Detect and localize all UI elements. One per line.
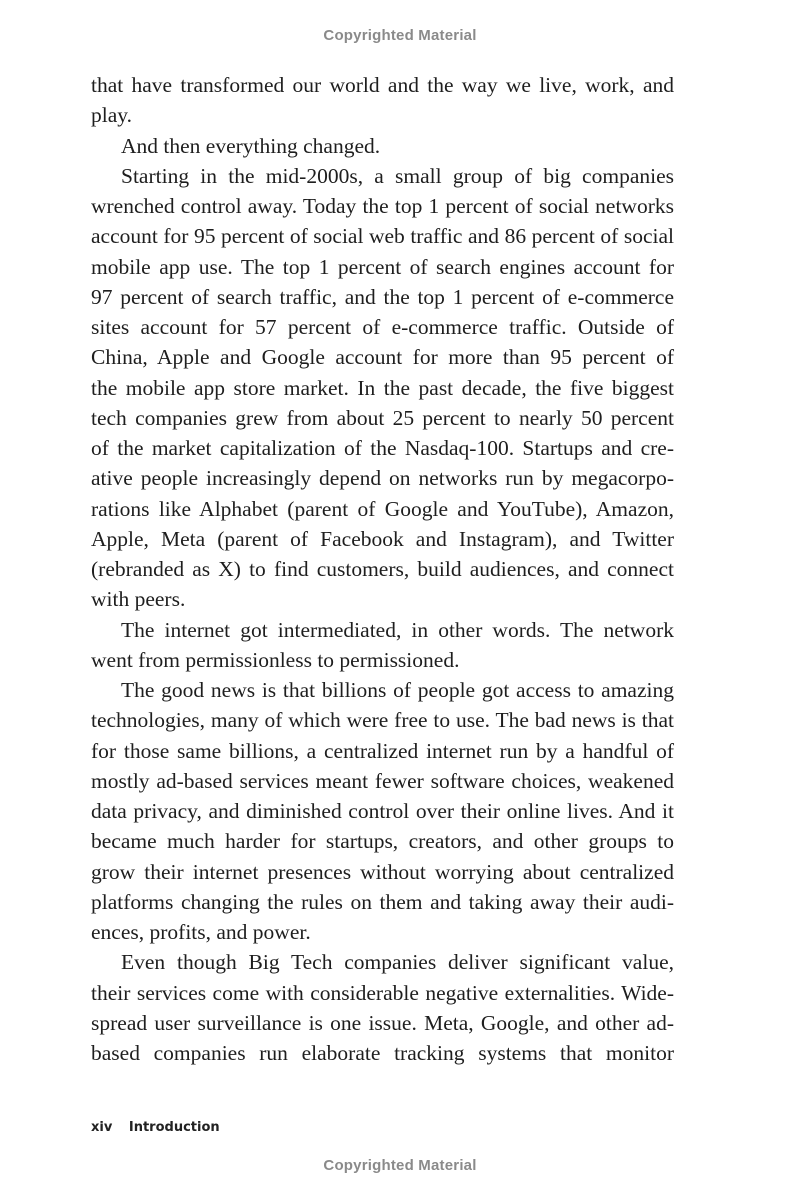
text-line: Even though Big Tech companies deliver significant value, <box>121 950 674 975</box>
text-line: rations like Alphabet (parent of Google and YouTube), Amazon, <box>91 496 674 521</box>
text-line: play. <box>91 103 132 128</box>
text-line: (rebranded as X) to find customers, build audiences, and connect <box>91 557 674 581</box>
copyright-watermark-bottom: Copyrighted Material <box>323 1157 477 1174</box>
text-line: ative people increasingly depend on networks run by megacorpo- <box>91 466 674 491</box>
text-line: mostly ad-based services meant fewer software choices, weakened <box>91 768 674 793</box>
text-line: China, Apple and Google account for more than 95 percent of <box>91 345 674 370</box>
section-title: Introduction <box>128 1120 220 1135</box>
text-line: their services come with considerable negative externalities. Wide- <box>91 980 674 1005</box>
text-line: of the market capitalization of the Nasdaq-100. Startups and cre- <box>91 436 674 460</box>
text-line: The good news is that billions of people got access to amazing <box>121 678 674 702</box>
running-footer <box>91 1120 220 1135</box>
text-line: the mobile app store market. In the past decade, the five biggest <box>91 375 674 400</box>
text-line: with peers. <box>91 587 186 612</box>
text-line: tech companies grew from about 25 percent to nearly 50 percent <box>91 405 674 430</box>
text-line: ences, profits, and power. <box>91 920 311 944</box>
text-line: for those same billions, a centralized internet run by a handful of <box>91 738 674 763</box>
copyright-watermark-top: Copyrighted Material <box>323 27 477 44</box>
text-line: based companies run elaborate tracking systems that monitor <box>91 1041 674 1065</box>
text-line: data privacy, and diminished control over their online lives. And it <box>91 799 674 823</box>
page-number: xiv <box>91 1120 113 1135</box>
text-line: platforms changing the rules on them and taking away their audi- <box>91 889 674 914</box>
text-line: Apple, Meta (parent of Facebook and Instagram), and Twitter <box>91 526 674 551</box>
text-line: 97 percent of search traffic, and the top 1 percent of e-commerce <box>91 284 674 309</box>
text-line: account for 95 percent of social web traffic and 86 percent of social <box>91 224 674 249</box>
text-line: technologies, many of which were free to use. The bad news is that <box>91 708 674 733</box>
text-line: spread user surveillance is one issue. Meta, Google, and other ad- <box>91 1010 674 1035</box>
text-line: Starting in the mid-2000s, a small group of big companies <box>121 163 674 188</box>
text-line: wrenched control away. Today the top 1 percent of social networks <box>91 194 674 218</box>
text-line: became much harder for startups, creators, and other groups to <box>91 829 674 854</box>
text-line: went from permissionless to permissioned. <box>91 647 460 672</box>
text-line: sites account for 57 percent of e-commerce traffic. Outside of <box>91 315 674 339</box>
text-line: that have transformed our world and the way we live, work, and <box>91 73 674 97</box>
text-line: The internet got intermediated, in other words. The network <box>121 617 674 642</box>
text-line: grow their internet presences without worrying about centralized <box>91 859 674 884</box>
text-line: And then everything changed. <box>121 133 381 158</box>
text-line: mobile app use. The top 1 percent of search engines account for <box>91 254 674 279</box>
